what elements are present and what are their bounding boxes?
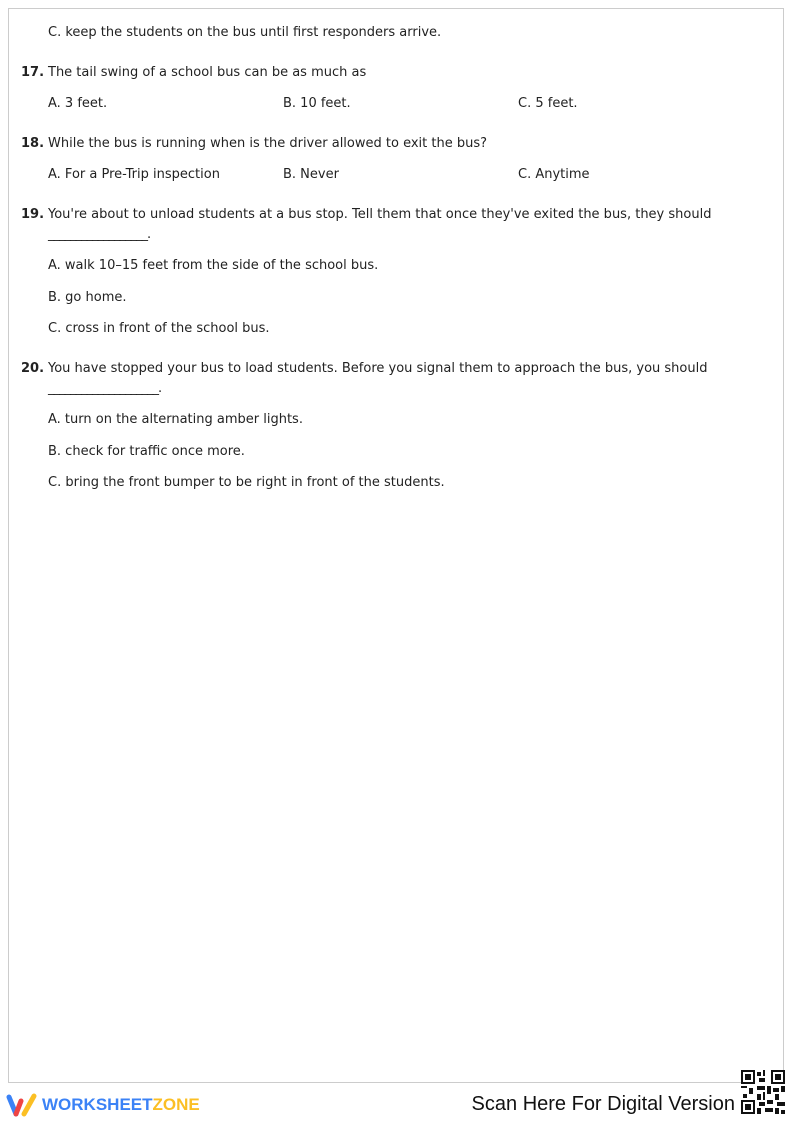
option-16c: C. keep the students on the bus until first responders arrive. [48,25,442,40]
scan-caption: Scan Here For Digital Version [471,1093,735,1115]
option-17a: A. 3 feet. [48,96,108,111]
question-18-number: 18. [21,136,45,151]
logo-text-zone: ZONE [152,1095,200,1114]
question-19-blank: __________________. [48,227,151,242]
question-20-text: You have stopped your bus to load students. Before you signal them to approach the bus, you should [48,361,708,376]
option-17c: C. 5 feet. [518,96,578,111]
question-19-text: You're about to unload students at a bus stop. Tell them that once they've exited the bus, they should [48,207,712,222]
question-17-text: The tail swing of a school bus can be as much as [48,65,367,80]
question-19-number: 19. [21,207,45,222]
option-19b: B. go home. [48,290,127,305]
qr-code-icon[interactable] [741,1070,785,1114]
question-18-text: While the bus is running when is the driver allowed to exit the bus? [48,136,488,151]
option-18c: C. Anytime [518,167,590,182]
logo-mark-icon [6,1093,38,1117]
question-20-blank: ____________________. [48,381,162,396]
option-18b: B. Never [283,167,339,182]
option-20a: A. turn on the alternating amber lights. [48,412,303,427]
option-20b: B. check for traffic once more. [48,444,245,459]
question-20-number: 20. [21,361,45,376]
option-19a: A. walk 10–15 feet from the side of the school bus. [48,258,379,273]
option-17b: B. 10 feet. [283,96,351,111]
worksheetzone-logo [6,1093,200,1117]
option-20c: C. bring the front bumper to be right in front of the students. [48,475,445,490]
logo-text-worksheet: WORKSHEET [42,1095,153,1114]
option-18a: A. For a Pre-Trip inspection [48,167,220,182]
question-17-number: 17. [21,65,45,80]
option-19c: C. cross in front of the school bus. [48,321,270,336]
